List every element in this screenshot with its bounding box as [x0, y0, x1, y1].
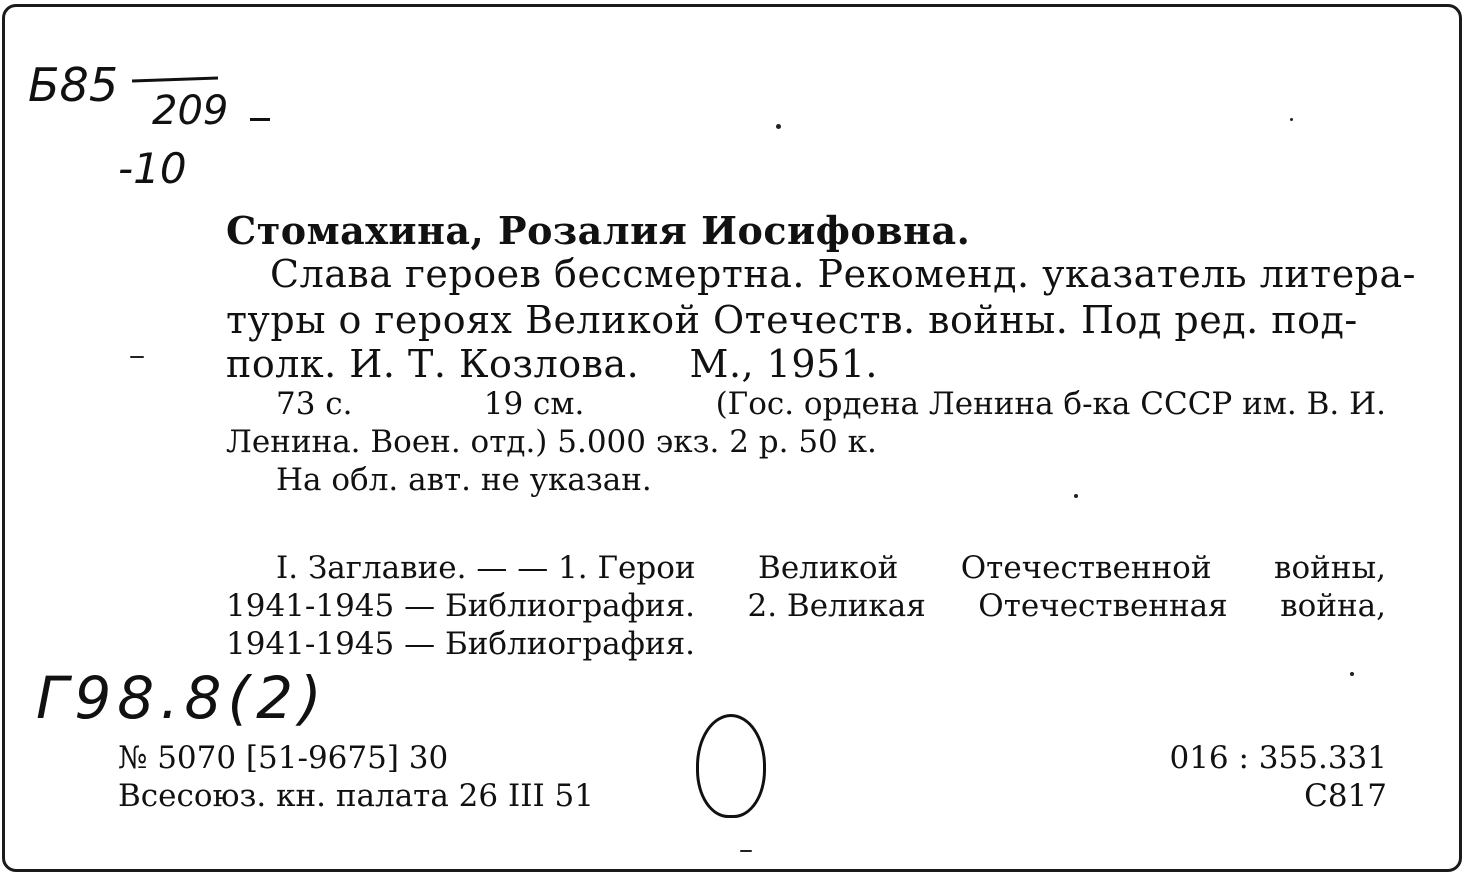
handwritten-shelf-code: Б85	[28, 58, 119, 112]
tracing-2-part-d: война,	[1280, 588, 1386, 624]
tracing-1-part-d: войны,	[1274, 550, 1386, 586]
scan-speck	[1074, 494, 1078, 498]
handwritten-shelf-fraction: 209	[152, 88, 229, 134]
tracing-2-part-a: 1941-1945 — Библиография.	[226, 588, 695, 624]
tracing-1-part-b: Великой	[758, 550, 899, 586]
handwritten-shelf-sub: -10	[118, 144, 187, 193]
tracing-2-part-b: 2. Великая	[747, 588, 926, 624]
title-line-2: туры о героях Великой Отечеств. войны. Под ред. под-	[226, 298, 1358, 342]
author-note: На обл. авт. не указан.	[276, 462, 652, 498]
cutter-number: С817	[1304, 778, 1387, 814]
publisher-line: Всесоюз. кн. палата 26 III 51	[118, 778, 595, 814]
author-heading: Стомахина, Розалия Иосифовна.	[226, 208, 971, 253]
physical-description-line-1	[276, 386, 1386, 422]
pages-count: 73 с.	[276, 386, 353, 422]
scan-speck	[776, 124, 781, 129]
handwritten-dash	[250, 118, 270, 121]
tracing-1-part-a: I. Заглавие. — — 1. Герои	[276, 550, 696, 586]
title-line-1: Слава героев бессмертна. Рекоменд. указатель литера-	[270, 252, 1416, 296]
handwritten-classification: Г98.8(2)	[36, 664, 328, 732]
scan-speck	[740, 850, 752, 852]
series-note: (Гос. ордена Ленина б-ка СССР им. В. И.	[715, 386, 1386, 422]
tracing-line-1	[276, 550, 1386, 586]
size-cm: 19 см.	[483, 386, 585, 422]
tracing-line-3: 1941-1945 — Библиография.	[226, 626, 695, 662]
tracing-2-part-c: Отечественная	[978, 588, 1228, 624]
scan-speck	[1290, 118, 1293, 121]
punch-hole-icon	[696, 714, 766, 818]
scan-speck	[1350, 672, 1354, 676]
title-line-3: полк. И. Т. Козлова. М., 1951.	[226, 342, 878, 386]
tracing-line-2	[226, 588, 1386, 624]
udc-index: 016 : 355.331	[1169, 740, 1387, 776]
scan-speck	[130, 356, 144, 358]
physical-description-line-2: Ленина. Воен. отд.) 5.000 экз. 2 р. 50 к.	[226, 424, 877, 460]
order-number: № 5070 [51-9675] 30	[118, 740, 449, 776]
tracing-1-part-c: Отечественной	[960, 550, 1212, 586]
